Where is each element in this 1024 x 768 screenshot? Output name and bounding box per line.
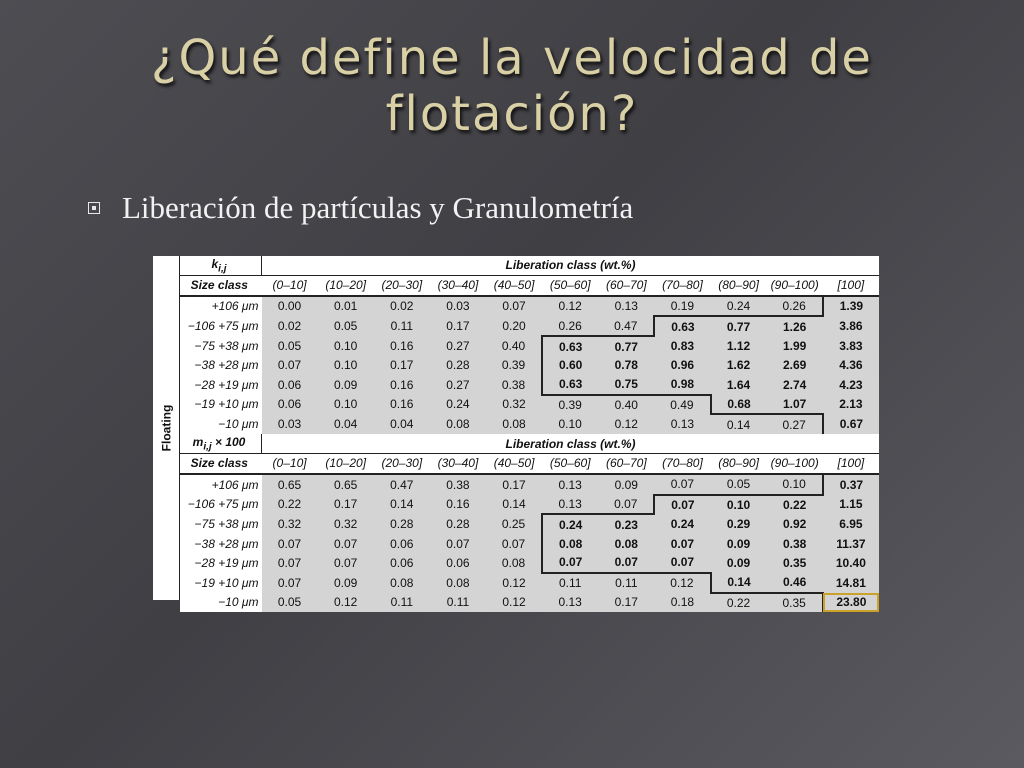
table-cell: 0.02 <box>374 296 430 317</box>
table-cell: 0.12 <box>542 296 598 317</box>
table-cell: 0.17 <box>598 593 654 613</box>
table-cell: 0.10 <box>711 495 767 515</box>
class-header: [100] <box>823 453 879 473</box>
size-class-label: −106 +75 μm <box>180 495 262 515</box>
table-cell: 0.04 <box>374 414 430 434</box>
class-header: (0–10] <box>262 453 318 473</box>
bullet-text: Liberación de partículas y Granulometría <box>122 190 634 225</box>
table-cell: 0.09 <box>711 553 767 573</box>
table-cell: 0.08 <box>430 414 486 434</box>
table-cell: 0.07 <box>486 534 542 553</box>
table-cell: 0.78 <box>598 356 654 375</box>
table-cell: 0.14 <box>711 573 767 593</box>
table-cell: 3.86 <box>823 316 879 336</box>
table-cell: 0.18 <box>654 593 710 613</box>
table-cell: 1.12 <box>711 336 767 356</box>
class-header: (50–60] <box>542 275 598 295</box>
table-cell: 0.65 <box>262 474 318 495</box>
table-cell: 0.14 <box>486 495 542 515</box>
square-bullet-icon <box>88 202 100 214</box>
k-block-row <box>180 356 879 375</box>
table-cell: 0.27 <box>430 336 486 356</box>
m-block-class-row <box>180 453 879 473</box>
table-cell: 0.77 <box>711 316 767 336</box>
table-cell: 0.07 <box>486 296 542 317</box>
table-cell: 0.08 <box>486 414 542 434</box>
table-cell: 0.24 <box>711 296 767 317</box>
table-cell: 0.32 <box>318 514 374 534</box>
size-class-label: −75 +38 μm <box>180 514 262 534</box>
class-header: (60–70] <box>598 453 654 473</box>
table-cell: 0.28 <box>430 514 486 534</box>
table-cell: 0.09 <box>598 474 654 495</box>
table-cell: 0.10 <box>318 395 374 415</box>
size-class-label: −28 +19 μm <box>180 553 262 573</box>
table-cell: 0.96 <box>654 356 710 375</box>
table-cell: 3.83 <box>823 336 879 356</box>
class-header: (80–90] <box>711 453 767 473</box>
table-cell: 0.13 <box>542 474 598 495</box>
floating-label: Floating <box>159 404 174 452</box>
table-cell: 0.24 <box>542 514 598 534</box>
class-header: (70–80] <box>654 275 710 295</box>
table-cell: 0.11 <box>374 316 430 336</box>
k-block-symbol-subscript: i,j <box>218 263 227 275</box>
table-cell: 0.17 <box>486 474 542 495</box>
table-cell: 0.07 <box>598 495 654 515</box>
class-header: (90–100) <box>767 453 823 473</box>
class-header: (50–60] <box>542 453 598 473</box>
class-header: (70–80] <box>654 453 710 473</box>
table-cell: 0.06 <box>262 375 318 395</box>
table-cell: 0.12 <box>318 593 374 613</box>
table-cell: 0.39 <box>542 395 598 415</box>
table-cell: 1.99 <box>767 336 823 356</box>
table-cell: 1.39 <box>823 296 879 317</box>
m-block-row <box>180 593 879 613</box>
table-cell: 0.40 <box>598 395 654 415</box>
size-class-label: +106 μm <box>180 474 262 495</box>
table-cell: 0.49 <box>654 395 710 415</box>
table-cell: 0.16 <box>430 495 486 515</box>
table-cell: 0.22 <box>262 495 318 515</box>
table-cell: 6.95 <box>823 514 879 534</box>
table-cell: 0.77 <box>598 336 654 356</box>
table-cell: 0.23 <box>598 514 654 534</box>
table-cell: 0.16 <box>374 375 430 395</box>
table-cell: 0.27 <box>430 375 486 395</box>
table-cell: 0.07 <box>262 573 318 593</box>
m-block-row <box>180 474 879 495</box>
class-header: (60–70] <box>598 275 654 295</box>
table-cell: 0.17 <box>318 495 374 515</box>
table-cell: 0.14 <box>711 414 767 434</box>
table-cell: 0.03 <box>430 296 486 317</box>
table-cell: 0.07 <box>262 534 318 553</box>
table-cell: 0.00 <box>262 296 318 317</box>
class-header: (30–40] <box>430 275 486 295</box>
k-block-liberation-header: Liberation class (wt.%) <box>262 256 880 275</box>
table-cell: 0.38 <box>767 534 823 553</box>
table-cell: 1.07 <box>767 395 823 415</box>
size-class-label: −38 +28 μm <box>180 356 262 375</box>
table-cell: 0.09 <box>318 375 374 395</box>
table-cell: 0.28 <box>374 514 430 534</box>
table-cell: 0.67 <box>823 414 879 434</box>
table-cell: 0.09 <box>318 573 374 593</box>
table-cell: 0.24 <box>430 395 486 415</box>
table-cell: 0.05 <box>318 316 374 336</box>
data-table-image <box>153 256 879 610</box>
class-header: (40–50] <box>486 453 542 473</box>
liberation-table <box>180 256 879 612</box>
table-cell: 0.07 <box>654 534 710 553</box>
table-cell: 0.07 <box>262 553 318 573</box>
k-block-row <box>180 336 879 356</box>
table-cell: 0.03 <box>262 414 318 434</box>
table-cell: 0.07 <box>654 553 710 573</box>
m-block-symbol-suffix: × 100 <box>211 434 246 449</box>
table-cell: 0.08 <box>374 573 430 593</box>
class-header: (20–30] <box>374 275 430 295</box>
table-cell: 0.47 <box>598 316 654 336</box>
class-header: (20–30] <box>374 453 430 473</box>
table-cell: 0.98 <box>654 375 710 395</box>
table-cell: 23.80 <box>823 593 879 613</box>
table-cell: 2.13 <box>823 395 879 415</box>
table-cell: 0.02 <box>262 316 318 336</box>
m-block-row <box>180 553 879 573</box>
m-block-symbol-cell <box>180 434 262 453</box>
table-cell: 0.07 <box>318 534 374 553</box>
table-cell: 0.63 <box>542 336 598 356</box>
k-block-size-class-label: Size class <box>180 275 262 295</box>
table-cell: 0.68 <box>711 395 767 415</box>
table-cell: 0.83 <box>654 336 710 356</box>
size-class-label: −19 +10 μm <box>180 573 262 593</box>
table-cell: 0.08 <box>430 573 486 593</box>
title-line-2: flotación? <box>385 86 639 142</box>
table-cell: 0.07 <box>654 474 710 495</box>
table-cell: 0.07 <box>542 553 598 573</box>
title-line-1: ¿Qué define la velocidad de <box>151 30 873 86</box>
bullet-item <box>88 190 633 226</box>
table-cell: 1.26 <box>767 316 823 336</box>
table-cell: 0.06 <box>374 534 430 553</box>
size-class-label: −75 +38 μm <box>180 336 262 356</box>
size-class-label: −10 μm <box>180 593 262 613</box>
table-cell: 0.10 <box>542 414 598 434</box>
table-cell: 0.28 <box>430 356 486 375</box>
table-cell: 0.63 <box>654 316 710 336</box>
table-cell: 0.22 <box>711 593 767 613</box>
table-cell: 0.10 <box>767 474 823 495</box>
m-block-symbol: m <box>192 434 204 449</box>
k-block-row <box>180 414 879 434</box>
table-cell: 0.13 <box>654 414 710 434</box>
class-header: (40–50] <box>486 275 542 295</box>
table-cell: 0.63 <box>542 375 598 395</box>
table-cell: 4.23 <box>823 375 879 395</box>
table-cell: 0.35 <box>767 553 823 573</box>
slide-title <box>0 30 1024 142</box>
m-block-symbol-subscript: i,j <box>203 441 212 453</box>
table-cell: 1.64 <box>711 375 767 395</box>
k-block-header-row <box>180 256 879 275</box>
table-cell: 1.62 <box>711 356 767 375</box>
table-cell: 0.05 <box>262 593 318 613</box>
size-class-label: −10 μm <box>180 414 262 434</box>
table-cell: 0.06 <box>374 553 430 573</box>
table-cell: 0.08 <box>598 534 654 553</box>
table-cell: 2.74 <box>767 375 823 395</box>
table-cell: 0.40 <box>486 336 542 356</box>
m-block-header-row <box>180 434 879 453</box>
table-cell: 0.25 <box>486 514 542 534</box>
table-cell: 0.92 <box>767 514 823 534</box>
table-cell: 0.11 <box>542 573 598 593</box>
table-cell: 0.29 <box>711 514 767 534</box>
table-cell: 0.05 <box>262 336 318 356</box>
table-cell: 0.60 <box>542 356 598 375</box>
k-block-row <box>180 395 879 415</box>
table-cell: 0.16 <box>374 336 430 356</box>
table-cell: 0.38 <box>430 474 486 495</box>
table-cell: 11.37 <box>823 534 879 553</box>
table-cell: 0.14 <box>374 495 430 515</box>
m-block-row <box>180 495 879 515</box>
table-cell: 0.06 <box>430 553 486 573</box>
table-cell: 0.07 <box>598 553 654 573</box>
table-cell: 0.35 <box>767 593 823 613</box>
table-cell: 0.32 <box>486 395 542 415</box>
table-cell: 0.26 <box>542 316 598 336</box>
table-cell: 0.07 <box>318 553 374 573</box>
table-cell: 0.11 <box>374 593 430 613</box>
k-block-row <box>180 316 879 336</box>
table-cell: 0.65 <box>318 474 374 495</box>
table-cell: 0.17 <box>374 356 430 375</box>
side-column <box>153 256 180 600</box>
table-cell: 0.24 <box>654 514 710 534</box>
k-block-symbol-cell <box>180 256 262 275</box>
class-header: (90–100) <box>767 275 823 295</box>
table-cell: 14.81 <box>823 573 879 593</box>
table-cell: 0.32 <box>262 514 318 534</box>
table-cell: 0.39 <box>486 356 542 375</box>
class-header: [100] <box>823 275 879 295</box>
m-block-row <box>180 534 879 553</box>
table-cell: 0.08 <box>486 553 542 573</box>
table-cell: 0.11 <box>598 573 654 593</box>
table-cell: 2.69 <box>767 356 823 375</box>
class-header: (10–20] <box>318 453 374 473</box>
table-cell: 0.10 <box>318 356 374 375</box>
m-block-liberation-header: Liberation class (wt.%) <box>262 434 880 453</box>
m-block-row <box>180 514 879 534</box>
table-cell: 0.13 <box>542 495 598 515</box>
m-block-row <box>180 573 879 593</box>
table-cell: 0.12 <box>486 573 542 593</box>
class-header: (80–90] <box>711 275 767 295</box>
table-cell: 0.10 <box>318 336 374 356</box>
table-cell: 0.07 <box>262 356 318 375</box>
size-class-label: +106 μm <box>180 296 262 317</box>
class-header: (0–10] <box>262 275 318 295</box>
table-cell: 0.06 <box>262 395 318 415</box>
table-cell: 0.12 <box>598 414 654 434</box>
table-cell: 0.16 <box>374 395 430 415</box>
table-cell: 0.20 <box>486 316 542 336</box>
table-cell: 0.04 <box>318 414 374 434</box>
table-cell: 1.15 <box>823 495 879 515</box>
m-block-size-class-label: Size class <box>180 453 262 473</box>
table-cell: 0.26 <box>767 296 823 317</box>
class-header: (10–20] <box>318 275 374 295</box>
table-cell: 0.22 <box>767 495 823 515</box>
table-cell: 0.19 <box>654 296 710 317</box>
k-block-row <box>180 375 879 395</box>
table-cell: 0.07 <box>430 534 486 553</box>
class-header: (30–40] <box>430 453 486 473</box>
table-cell: 0.12 <box>654 573 710 593</box>
table-cell: 0.37 <box>823 474 879 495</box>
table-cell: 0.05 <box>711 474 767 495</box>
table-cell: 0.75 <box>598 375 654 395</box>
size-class-label: −38 +28 μm <box>180 534 262 553</box>
k-block-class-row <box>180 275 879 295</box>
table-cell: 4.36 <box>823 356 879 375</box>
table-cell: 0.08 <box>542 534 598 553</box>
table-cell: 0.46 <box>767 573 823 593</box>
table-cell: 0.13 <box>598 296 654 317</box>
table-cell: 0.38 <box>486 375 542 395</box>
k-block-symbol: k <box>211 256 219 271</box>
size-class-label: −19 +10 μm <box>180 395 262 415</box>
table-cell: 0.47 <box>374 474 430 495</box>
k-block-row <box>180 296 879 317</box>
size-class-label: −28 +19 μm <box>180 375 262 395</box>
table-cell: 0.12 <box>486 593 542 613</box>
table-cell: 10.40 <box>823 553 879 573</box>
table-cell: 0.17 <box>430 316 486 336</box>
table-cell: 0.01 <box>318 296 374 317</box>
size-class-label: −106 +75 μm <box>180 316 262 336</box>
table-cell: 0.07 <box>654 495 710 515</box>
table-cell: 0.27 <box>767 414 823 434</box>
table-cell: 0.09 <box>711 534 767 553</box>
table-cell: 0.13 <box>542 593 598 613</box>
table-cell: 0.11 <box>430 593 486 613</box>
